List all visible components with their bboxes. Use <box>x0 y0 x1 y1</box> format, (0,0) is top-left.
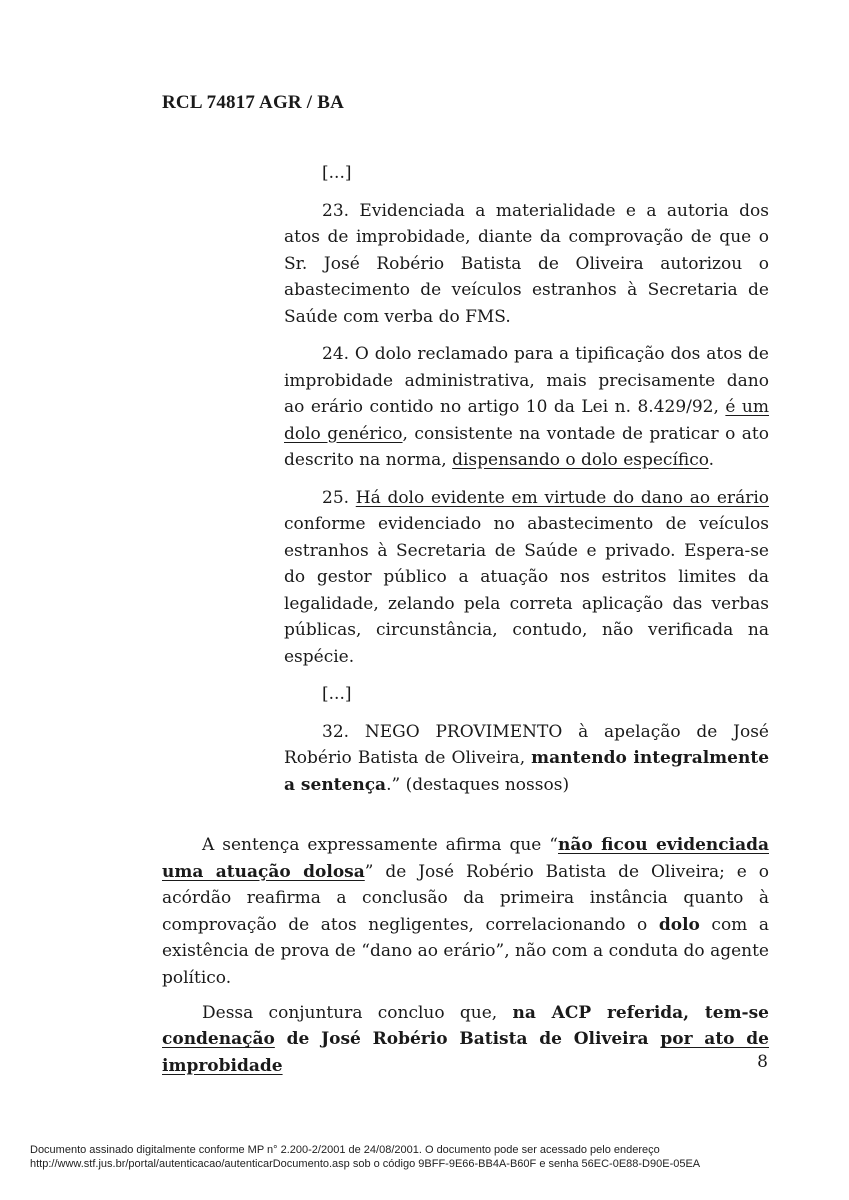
quote-paragraph-24 <box>284 341 769 474</box>
bold-text: dolo <box>658 914 700 935</box>
text: . <box>708 450 715 470</box>
digital-signature-footer <box>30 1143 700 1171</box>
bold-text: na ACP referida, tem-se <box>512 1002 769 1023</box>
case-reference-header: RCL 74817 AGR / BA <box>162 92 345 113</box>
text: ” de José Robério Batista de Oliveira; e o acórdão reafirma a conclusão da primeira instância quanto à comprovação de atos negligentes, correlacionando o <box>162 861 769 935</box>
quote-paragraph-32 <box>284 719 769 799</box>
underlined-text: é um dolo genérico <box>284 397 769 444</box>
text: 32. NEGO PROVIMENTO à apelação de José Robério Batista de Oliveira, <box>284 721 769 768</box>
body-paragraph <box>162 1000 769 1080</box>
text: com a existência de prova de “dano ao erário”, não com a conduta do agente político. <box>162 914 769 988</box>
bold-text: de José Robério Batista de Oliveira <box>274 1029 661 1050</box>
page-number: 8 <box>757 1052 768 1072</box>
bold-underlined-text: por ato de improbidade <box>162 1029 769 1076</box>
text: 24. O dolo reclamado para a tipificação dos atos de improbidade administrativa, mais precisamente dano ao erário contido no artigo 10 da Lei n. 8.429/92, <box>284 344 769 417</box>
quote-paragraph-25 <box>284 485 769 671</box>
body-paragraph <box>162 832 769 992</box>
text: 25. <box>322 487 356 508</box>
bold-underlined-text: não ficou evidenciada uma atuação dolosa <box>162 835 769 882</box>
bold-text: mantendo integralmente a sentença <box>284 748 770 795</box>
text: A sentença expressamente afirma que “ <box>202 835 558 855</box>
ellipsis: [...] <box>322 684 352 704</box>
text: Dessa conjuntura concluo que, <box>202 1002 513 1023</box>
footer-line: http://www.stf.jus.br/portal/autenticacao/autenticarDocumento.asp sob o código 9BFF-9E66-BB4A-B60F e senha 56EC-0E88-D90E-05EA <box>30 1158 701 1170</box>
text: conforme evidenciado no abastecimento de veículos estranhos à Secretaria de Saúde e privado. Espera-se do gestor público a atuação nos estritos limites da legalidade, zelando pela correta aplicação das verbas públicas, circunstância, contudo, não verificada na espécie. <box>284 514 769 667</box>
quoted-judgment-excerpt <box>284 160 769 809</box>
footer-line: Documento assinado digitalmente conforme MP n° 2.200-2/2001 de 24/08/2001. O documento pode ser acessado pelo endereço <box>30 1144 660 1156</box>
bold-underlined-text: condenação <box>162 1029 275 1050</box>
body-text <box>162 832 769 1087</box>
text: , consistente na vontade de praticar o ato descrito na norma, <box>284 423 769 470</box>
underlined-text: dispensando o dolo específico <box>452 450 709 470</box>
ellipsis: [...] <box>322 163 352 183</box>
text: .” (destaques nossos) <box>386 774 570 795</box>
underlined-text: Há dolo evidente em virtude do dano ao erário <box>355 487 769 508</box>
quote-paragraph-23: 23. Evidenciada a materialidade e a autoria dos atos de improbidade, diante da comprovação de que o Sr. José Robério Batista de Oliveira autorizou o abastecimento de veículos estranhos à Secretaria de Saúde com verba do FMS. <box>284 200 769 327</box>
